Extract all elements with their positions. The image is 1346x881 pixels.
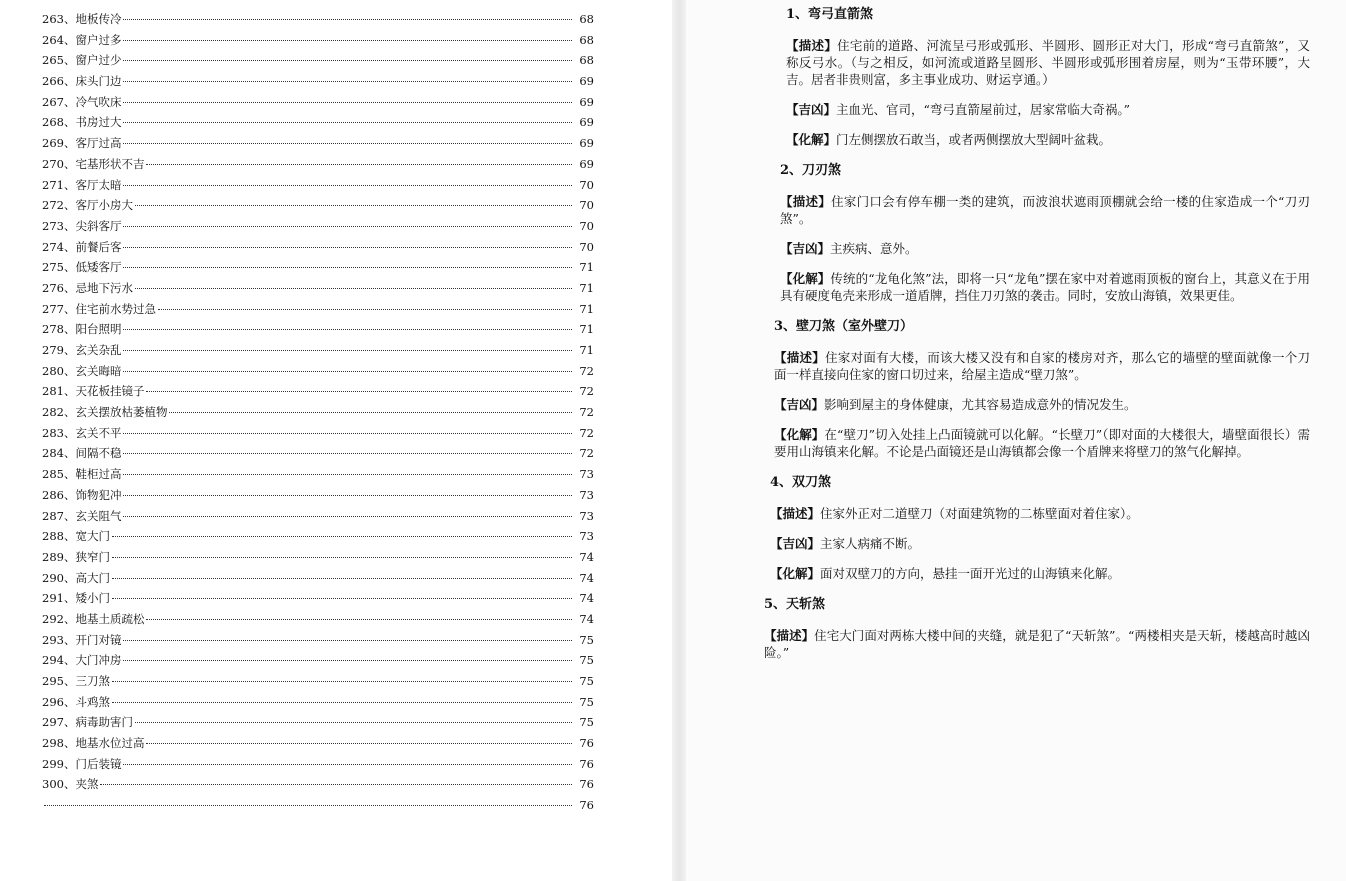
paragraph-text: 主血光、官司，“弯弓直箭屋前过，居家常临大奇祸。” <box>836 102 1131 117</box>
toc-entry[interactable] <box>42 650 594 671</box>
toc-entry-page: 74 <box>579 611 594 626</box>
toc-entry-label: 294、大门冲房 <box>42 653 122 668</box>
paragraph-tag: 【描述】 <box>780 194 832 209</box>
toc-entry[interactable] <box>42 692 594 713</box>
toc-entry[interactable] <box>42 278 594 299</box>
toc-entry[interactable] <box>42 443 594 464</box>
section-paragraph <box>770 505 1310 522</box>
toc-entry-label: 298、地基水位过高 <box>42 736 145 751</box>
toc-entry-page: 70 <box>579 177 594 192</box>
toc-entry[interactable] <box>42 361 594 382</box>
toc-entry-page: 69 <box>579 74 594 89</box>
toc-entry-label: 270、宅基形状不吉 <box>42 156 145 171</box>
article-section <box>770 474 1310 582</box>
section-paragraph <box>780 193 1310 227</box>
paragraph-tag: 【化解】 <box>780 271 831 286</box>
paragraph-tag: 【化解】 <box>774 427 825 442</box>
toc-entry-page: 72 <box>579 363 594 378</box>
article-body <box>764 6 1310 675</box>
toc-entry-page: 75 <box>579 632 594 647</box>
section-title: 2、刀刃煞 <box>780 163 842 178</box>
toc-leader-dots <box>123 495 572 496</box>
toc-entry-page: 71 <box>579 343 594 357</box>
toc-entry[interactable] <box>42 671 594 692</box>
toc-entry[interactable] <box>42 216 594 237</box>
toc-entry[interactable] <box>42 547 594 568</box>
toc-entry-page: 68 <box>579 32 594 47</box>
section-paragraph <box>780 270 1310 304</box>
toc-leader-dots <box>123 350 572 351</box>
toc-entry-label: 271、客厅太暗 <box>42 177 122 192</box>
toc-entry-page: 73 <box>579 529 594 544</box>
toc-entry-label: 267、冷气吹床 <box>42 94 122 109</box>
toc-leader-dots <box>123 60 572 61</box>
toc-entry-page: 70 <box>579 198 594 213</box>
toc-entry-label: 286、饰物犯冲 <box>42 487 122 502</box>
toc-entry-page: 70 <box>579 239 594 254</box>
toc-entry[interactable] <box>42 299 594 320</box>
toc-entry[interactable] <box>42 402 594 423</box>
toc-entry[interactable] <box>42 381 594 402</box>
toc-entry-page: 76 <box>579 798 594 813</box>
toc-entry-page: 72 <box>579 446 594 461</box>
toc-entry-label: 266、床头门边 <box>42 74 122 89</box>
toc-leader-dots <box>146 743 572 744</box>
toc-entry-page: 75 <box>579 674 594 688</box>
toc-leader-dots <box>112 702 572 703</box>
toc-leader-dots <box>112 557 572 558</box>
toc-leader-dots <box>123 474 572 475</box>
toc-entry-label: 276、忌地下污水 <box>42 280 133 295</box>
article-section <box>780 162 1310 304</box>
toc-leader-dots <box>123 81 572 82</box>
toc-entry[interactable] <box>42 754 594 775</box>
toc-leader-dots <box>44 805 572 806</box>
toc-entry[interactable] <box>42 319 594 340</box>
toc-entry-label: 283、玄关不平 <box>42 425 122 440</box>
section-paragraph <box>774 426 1310 460</box>
toc-leader-dots <box>112 681 572 682</box>
paragraph-text: 住宅前的道路、河流呈弓形或弧形、半圆形、圆形正对大门，形成“弯弓直箭煞”，又称反弓水。（与之相反，如河流或道路呈圆形、半圆形或弧形围着房屋，则为“玉带环腰”，大吉。居者非贵则富，多主事业成功、财运亨通。） <box>786 38 1310 87</box>
paragraph-tag: 【化解】 <box>770 566 821 581</box>
toc-entry-label: 281、天花板挂镜子 <box>42 384 145 399</box>
toc-entry-label: 297、病毒助害门 <box>42 715 133 730</box>
paragraph-text: 住家门口会有停车棚一类的建筑，而波浪状遮雨顶棚就会给一楼的住家造成一个“刀刃煞”。 <box>780 194 1310 226</box>
toc-entry-page: 76 <box>579 756 594 771</box>
toc-entry-page: 69 <box>579 94 594 109</box>
toc-leader-dots <box>146 391 572 392</box>
toc-leader-dots <box>123 247 572 248</box>
toc-leader-dots <box>112 598 572 599</box>
page-gutter <box>672 0 686 881</box>
toc-entry[interactable] <box>42 154 594 175</box>
toc-leader-dots <box>123 329 572 330</box>
toc-entry-label: 284、间隔不稳 <box>42 446 122 461</box>
paragraph-text: 主疾病、意外。 <box>830 241 918 256</box>
toc-leader-dots <box>100 784 572 785</box>
toc-entry-label: 296、斗鸡煞 <box>42 694 110 709</box>
toc-entry[interactable] <box>42 50 594 71</box>
paragraph-text: 门左侧摆放石敢当，或者两侧摆放大型阔叶盆栽。 <box>836 132 1112 147</box>
toc-entry-page: 75 <box>579 653 594 668</box>
toc-entry[interactable] <box>42 237 594 258</box>
toc-leader-dots <box>123 660 572 661</box>
paragraph-tag: 【吉凶】 <box>780 241 831 256</box>
toc-leader-dots <box>123 267 572 268</box>
toc-entry-page: 75 <box>579 694 594 709</box>
toc-leader-dots <box>123 226 572 227</box>
paragraph-text: 住家对面有大楼，而该大楼又没有和自家的楼房对齐，那么它的墙壁的壁面就像一个刀面一样直接向住家的窗口切过来，给屋主造成“壁刀煞”。 <box>774 350 1310 382</box>
toc-leader-dots <box>123 433 572 434</box>
section-paragraph <box>786 101 1310 118</box>
section-paragraph <box>774 396 1310 413</box>
paragraph-text: 在“壁刀”切入处挂上凸面镜就可以化解。“长壁刀”（即对面的大楼很大，墙壁面很长）需要用山海镇来化解。不论是凸面镜还是山海镇都会像一个盾牌来将壁刀的煞气化解掉。 <box>774 427 1310 459</box>
toc-entry-label: 277、住宅前水势过急 <box>42 301 156 316</box>
toc-entry[interactable] <box>42 568 594 589</box>
toc-entry-label: 287、玄关阻气 <box>42 508 122 523</box>
toc-entry-label: 295、三刀煞 <box>42 674 110 688</box>
toc-entry-label: 265、窗户过少 <box>42 53 122 68</box>
toc-leader-dots <box>123 453 572 454</box>
paragraph-text: 主家人病痛不断。 <box>820 536 921 551</box>
paragraph-tag: 【吉凶】 <box>786 102 837 117</box>
toc-entry-page: 74 <box>579 591 594 606</box>
toc-leader-dots <box>123 19 572 20</box>
section-paragraph <box>774 349 1310 383</box>
article-section <box>774 318 1310 460</box>
toc-leader-dots <box>123 764 572 765</box>
toc-entry[interactable] <box>42 733 594 754</box>
toc-entry[interactable] <box>42 609 594 630</box>
section-paragraph <box>770 535 1310 552</box>
toc-entry-label: 272、客厅小房大 <box>42 198 133 213</box>
toc-leader-dots <box>123 143 572 144</box>
section-title: 3、壁刀煞（室外壁刀） <box>774 319 914 334</box>
toc-entry-page: 76 <box>579 736 594 751</box>
toc-entry[interactable] <box>42 175 594 196</box>
toc-entry[interactable] <box>42 712 594 733</box>
toc-leader-dots <box>123 102 572 103</box>
toc-entry[interactable] <box>42 133 594 154</box>
toc-entry-page: 68 <box>579 53 594 68</box>
paragraph-text: 住家外正对二道壁刀（对面建筑物的二栋壁面对着住家）。 <box>820 506 1139 521</box>
toc-leader-dots <box>123 640 572 641</box>
toc-entry-page: 69 <box>579 115 594 130</box>
toc-entry-page: 71 <box>579 301 594 316</box>
section-title: 1、弯弓直箭煞 <box>786 7 874 22</box>
toc-entry-label: 275、低矮客厅 <box>42 260 122 275</box>
toc-entry[interactable] <box>42 112 594 133</box>
toc-entry[interactable] <box>42 30 594 51</box>
toc-entry[interactable] <box>42 464 594 485</box>
table-of-contents <box>42 9 594 816</box>
paragraph-tag: 【吉凶】 <box>770 536 821 551</box>
paragraph-tag: 【吉凶】 <box>774 397 825 412</box>
paragraph-tag: 【描述】 <box>786 38 838 53</box>
toc-leader-dots <box>158 309 572 310</box>
paragraph-tag: 【化解】 <box>786 132 837 147</box>
article-section <box>764 596 1310 661</box>
toc-entry-label: 269、客厅过高 <box>42 136 122 151</box>
toc-entry-label: 300、夹煞 <box>42 777 99 792</box>
article-section <box>786 6 1310 148</box>
toc-entry[interactable] <box>42 423 594 444</box>
section-paragraph <box>786 37 1310 88</box>
toc-leader-dots <box>169 412 572 413</box>
toc-entry-label: 289、狭窄门 <box>42 549 110 564</box>
toc-entry-page: 72 <box>579 384 594 399</box>
toc-entry[interactable] <box>42 588 594 609</box>
paragraph-text: 面对双壁刀的方向，悬挂一面开光过的山海镇来化解。 <box>820 566 1121 581</box>
toc-entry-page: 76 <box>579 777 594 792</box>
toc-entry-page: 72 <box>579 425 594 440</box>
toc-entry[interactable] <box>42 195 594 216</box>
toc-entry-page: 71 <box>579 280 594 295</box>
toc-entry[interactable] <box>42 774 594 795</box>
toc-entry-label: 285、鞋柜过高 <box>42 467 122 482</box>
toc-entry[interactable] <box>42 340 594 361</box>
toc-entry-page: 75 <box>579 715 594 730</box>
toc-leader-dots <box>123 122 572 123</box>
toc-entry[interactable] <box>42 526 594 547</box>
toc-entry-label: 278、阳台照明 <box>42 322 122 337</box>
paragraph-tag: 【描述】 <box>770 506 821 521</box>
toc-entry-label: 268、书房过大 <box>42 115 122 130</box>
toc-entry[interactable] <box>42 71 594 92</box>
toc-entry-label: 290、高大门 <box>42 570 110 585</box>
left-page <box>0 0 672 881</box>
toc-entry-label: 263、地板传冷 <box>42 12 122 26</box>
toc-entry-label: 292、地基土质疏松 <box>42 611 145 626</box>
toc-leader-dots <box>123 371 572 372</box>
toc-entry-label: 274、前餐后客 <box>42 239 122 254</box>
toc-entry-label: 264、窗户过多 <box>42 32 122 47</box>
toc-entry-label: 279、玄关杂乱 <box>42 343 122 357</box>
toc-entry-page: 74 <box>579 549 594 564</box>
toc-entry-label: 280、玄关晦暗 <box>42 363 122 378</box>
toc-leader-dots <box>135 722 572 723</box>
toc-entry[interactable] <box>42 506 594 527</box>
toc-entry-page: 74 <box>579 570 594 585</box>
toc-entry-page: 71 <box>579 260 594 275</box>
toc-entry[interactable] <box>42 485 594 506</box>
toc-entry-label: 288、宽大门 <box>42 529 110 544</box>
toc-entry-page: 70 <box>579 218 594 233</box>
toc-entry-page: 73 <box>579 467 594 482</box>
toc-leader-dots <box>146 619 572 620</box>
toc-leader-dots <box>123 516 572 517</box>
paragraph-tag: 【描述】 <box>774 350 826 365</box>
section-paragraph <box>780 240 1310 257</box>
toc-entry[interactable] <box>42 9 594 30</box>
paragraph-text: 住宅大门面对两栋大楼中间的夹缝，就是犯了“天斩煞”。“两楼相夹是天斩，楼越高时越凶险。” <box>764 628 1310 660</box>
toc-entry-label: 282、玄关摆放枯萎植物 <box>42 405 168 420</box>
toc-leader-dots <box>135 205 572 206</box>
right-page <box>686 0 1346 881</box>
toc-entry-page: 69 <box>579 136 594 151</box>
toc-entry-page: 69 <box>579 156 594 171</box>
toc-entry-label: 293、开门对镜 <box>42 632 122 647</box>
toc-leader-dots <box>112 578 572 579</box>
toc-entry[interactable] <box>42 795 594 816</box>
section-paragraph <box>786 131 1310 148</box>
section-paragraph <box>764 627 1310 661</box>
toc-entry-label: 299、门后装镜 <box>42 756 122 771</box>
section-title: 5、天斩煞 <box>764 597 826 612</box>
toc-entry-page: 71 <box>579 322 594 337</box>
paragraph-text: 影响到屋主的身体健康，尤其容易造成意外的情况发生。 <box>824 397 1137 412</box>
toc-leader-dots <box>123 185 572 186</box>
toc-entry-page: 68 <box>579 12 594 26</box>
toc-entry-label: 291、矮小门 <box>42 591 110 606</box>
section-title: 4、双刀煞 <box>770 475 832 490</box>
toc-entry[interactable] <box>42 257 594 278</box>
section-paragraph <box>770 565 1310 582</box>
toc-entry-page: 73 <box>579 487 594 502</box>
toc-leader-dots <box>112 536 572 537</box>
toc-entry-page: 73 <box>579 508 594 523</box>
toc-leader-dots <box>146 164 572 165</box>
toc-leader-dots <box>135 288 572 289</box>
toc-entry-label: 273、尖斜客厅 <box>42 218 122 233</box>
toc-leader-dots <box>123 40 572 41</box>
toc-entry[interactable] <box>42 92 594 113</box>
toc-entry-page: 72 <box>579 405 594 420</box>
paragraph-tag: 【描述】 <box>764 628 815 643</box>
toc-entry[interactable] <box>42 630 594 651</box>
paragraph-text: 传统的“龙龟化煞”法，即将一只“龙龟”摆在家中对着遮雨顶板的窗台上，其意义在于用具有硬度龟壳来形成一道盾牌，挡住刀刃煞的袭击。同时，安放山海镇，效果更佳。 <box>780 271 1310 303</box>
